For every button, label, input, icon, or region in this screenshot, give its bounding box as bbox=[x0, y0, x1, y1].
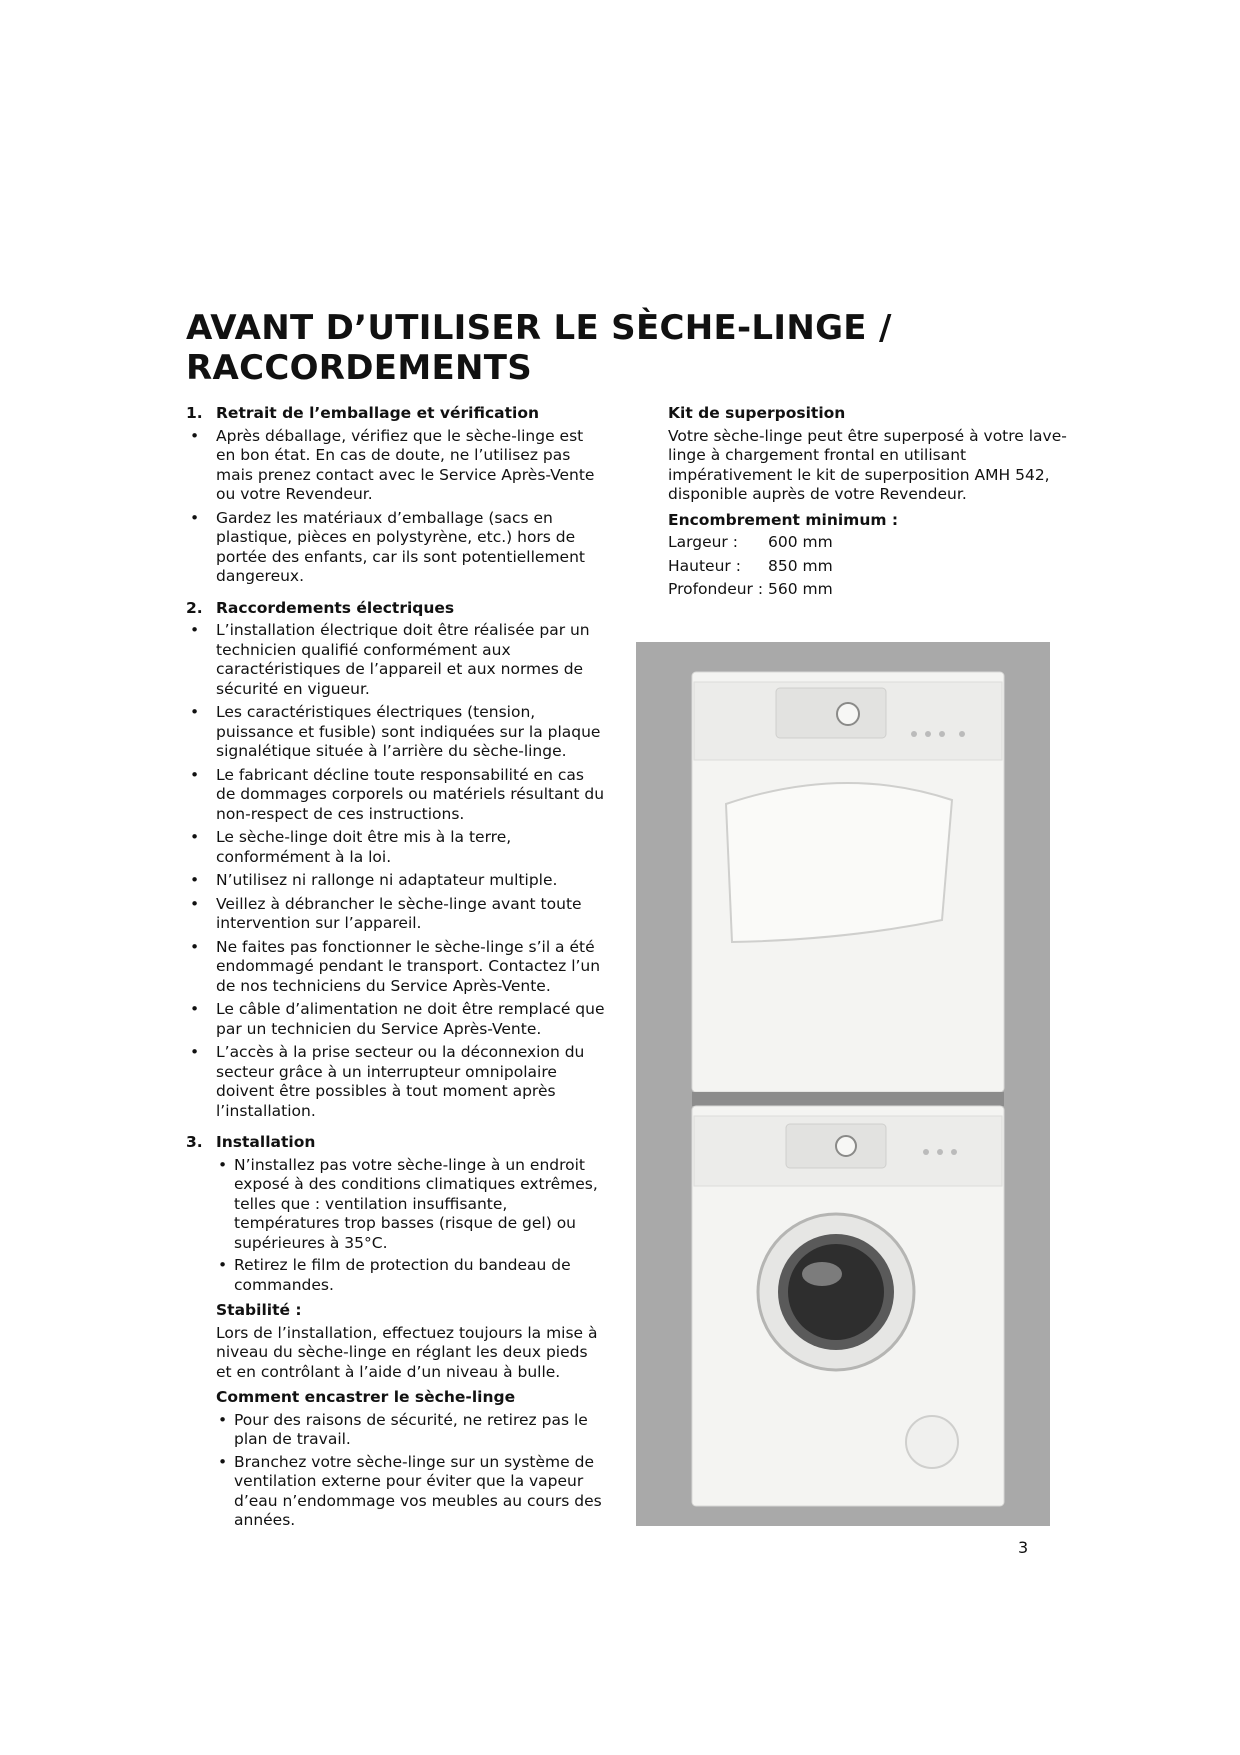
kit-text: Votre sèche-linge peut être superposé à votre lave-linge à chargement frontal en utilisant impérativement le kit de superposition AMH 542, disponible auprès de votre Revendeur. bbox=[668, 426, 1067, 503]
list-item: • Branchez votre sèche-linge sur un système de ventilation externe pour éviter que la vapeur d’eau n’endommage vos meubles au cours des années. bbox=[218, 1452, 602, 1529]
list-item: • Retirez le film de protection du bandeau de commandes. bbox=[218, 1256, 571, 1294]
dryer-program-display bbox=[776, 688, 886, 738]
page-title bbox=[186, 308, 1086, 388]
list-item: • Veillez à débrancher le sèche-linge avant toute intervention sur l’appareil. bbox=[190, 894, 582, 932]
washer-drum bbox=[788, 1244, 884, 1340]
list-item: • Le sèche-linge doit être mis à la terre, conformément à la loi. bbox=[190, 828, 512, 866]
dimension-row: Hauteur : 850 mm bbox=[668, 556, 833, 575]
dryer-door bbox=[726, 783, 952, 942]
washer-knob-icon bbox=[836, 1136, 856, 1156]
list-item: • Après déballage, vérifiez que le sèche-linge est en bon état. En cas de doute, ne l’utilisez pas mais prenez contact avec le Service Après-Vente ou votre Revendeur. bbox=[190, 426, 595, 503]
dryer-button-icon bbox=[911, 731, 917, 737]
dimension-row: Profondeur : 560 mm bbox=[668, 580, 833, 598]
washer-button-icon bbox=[951, 1149, 957, 1155]
dimension-row: Largeur : 600 mm bbox=[668, 533, 833, 551]
kit-heading: Kit de superposition bbox=[668, 404, 846, 422]
stacked-dryer-washer-photo bbox=[636, 642, 1050, 1526]
list-item: • Pour des raisons de sécurité, ne retirez pas le plan de travail. bbox=[218, 1410, 588, 1448]
section-3-list bbox=[216, 1156, 606, 1296]
dryer-knob-icon bbox=[837, 703, 859, 725]
stability-heading: Stabilité : bbox=[216, 1301, 302, 1319]
list-item: • Ne faites pas fonctionner le sèche-linge s’il a été endommagé pendant le transport. Contactez l’un de nos techniciens du Service Après-Vente. bbox=[190, 937, 601, 995]
stacking-kit bbox=[692, 1092, 1004, 1106]
list-item: • L’accès à la prise secteur ou la déconnexion du secteur grâce à un interrupteur omnipolaire doivent être possibles à tout moment après l’installation. bbox=[190, 1043, 585, 1120]
section-1-heading: 1. Retrait de l’emballage et vérification bbox=[186, 404, 540, 422]
list-item: • N’installez pas votre sèche-linge à un endroit exposé à des conditions climatiques extrêmes, telles que : ventilation insuffisante, températures trop basses (risque de gel) ou supérieures à 35°C. bbox=[218, 1155, 598, 1252]
washer-button-icon bbox=[923, 1149, 929, 1155]
list-item: • Les caractéristiques électriques (tension, puissance et fusible) sont indiquées sur la plaque signalétique située à l’arrière du sèche-linge. bbox=[190, 703, 601, 760]
section-2-heading: 2. Raccordements électriques bbox=[186, 598, 455, 617]
section-1-list bbox=[186, 427, 606, 587]
builtin-list bbox=[216, 1411, 606, 1531]
right-column bbox=[668, 404, 1068, 604]
washer-glass-reflection bbox=[802, 1262, 842, 1286]
page-number: 3 bbox=[1018, 1538, 1029, 1557]
builtin-heading: Comment encastrer le sèche-linge bbox=[216, 1388, 516, 1406]
stability-text: Lors de l’installation, effectuez toujours la mise à niveau du sèche-linge en réglant les deux pieds et en contrôlant à l’aide d’un niveau à bulle. bbox=[216, 1323, 598, 1381]
section-2-list bbox=[186, 621, 606, 1121]
list-item: • L’installation électrique doit être réalisée par un technicien qualifié conformément aux caractéristiques de l’appareil et aux normes de sécurité en vigueur. bbox=[190, 621, 590, 698]
dryer-button-icon bbox=[925, 731, 931, 737]
filter-cover bbox=[906, 1416, 958, 1468]
list-item: • Le fabricant décline toute responsabilité en cas de dommages corporels ou matériels résultant du non-respect de ces instructions. bbox=[190, 765, 605, 823]
title-line-1: AVANT D’UTILISER LE SÈCHE-LINGE / bbox=[186, 308, 892, 348]
list-item: • Le câble d’alimentation ne doit être remplacé que par un technicien du Service Après-Vente. bbox=[190, 1000, 605, 1038]
dryer-button-icon bbox=[959, 731, 965, 737]
washer-button-icon bbox=[937, 1149, 943, 1155]
dryer-button-icon bbox=[939, 731, 945, 737]
dimensions-heading: Encombrement minimum : bbox=[668, 510, 899, 529]
title-line-2: RACCORDEMENTS bbox=[186, 348, 533, 388]
left-column bbox=[186, 404, 606, 1534]
section-3-heading: 3. Installation bbox=[186, 1133, 316, 1151]
list-item: • N’utilisez ni rallonge ni adaptateur multiple. bbox=[190, 871, 558, 889]
list-item: • Gardez les matériaux d’emballage (sacs en plastique, pièces en polystyrène, etc.) hors de portée des enfants, car ils sont potentiellement dangereux. bbox=[190, 508, 585, 585]
